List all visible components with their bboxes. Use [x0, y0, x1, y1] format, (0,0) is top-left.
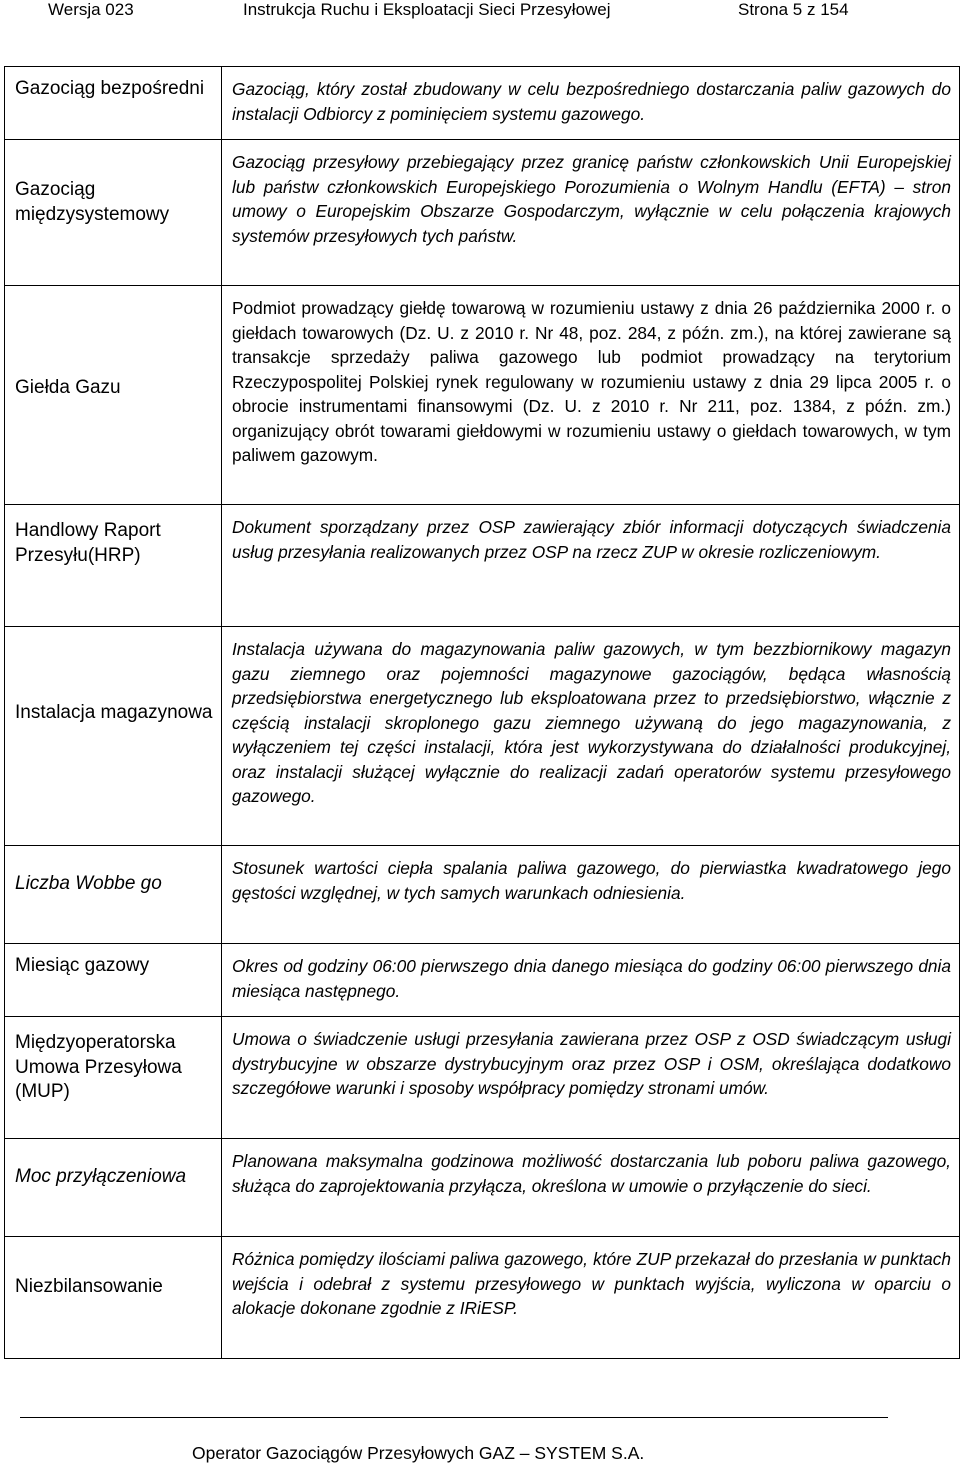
definition-text: Okres od godziny 06:00 pierwszego dnia danego miesiąca do godziny 06:00 pierwszego dnia miesiąca następnego. [232, 956, 951, 1001]
definition-cell [222, 67, 960, 140]
definition-text: Gazociąg przesyłowy przebiegający przez granicę państw członkowskich Unii Europejskiej lub państw członkowskich Europejskiego Porozumienia o Wolnym Handlu (EFTA) – stron umowy o Europejskim Obszarze Gospodarczym, wyłącznie w celu połączenia krajowych systemów przesyłowych tych państw. [232, 152, 951, 246]
definition-row [5, 1237, 960, 1359]
definitions-table [4, 66, 960, 1359]
term-label: Niezbilansowanie [15, 1276, 163, 1297]
term-label: Miesiąc gazowy [15, 955, 150, 976]
definition-cell [222, 1139, 960, 1237]
definition-cell [222, 505, 960, 627]
term-cell [5, 286, 222, 505]
term-cell [5, 944, 222, 1017]
definition-text: Różnica pomiędzy ilościami paliwa gazowego, które ZUP przekazał do przesłania w punktach wejścia i odebrał z systemu przesyłowego w punktach wyjścia, wyliczona w oparciu o alokacje dokonane zgodnie z IRiESP. [232, 1249, 951, 1318]
term-label: Międzyoperatorska Umowa Przesyłowa (MUP) [15, 1032, 182, 1102]
definition-text: Planowana maksymalna godzinowa możliwość dostarczania lub poboru paliwa gazowego, służąca do zaprojektowania przyłącza, określona w umowie o przyłączenie do sieci. [232, 1151, 951, 1196]
term-cell [5, 505, 222, 627]
document-version: Wersja 023 [48, 0, 134, 19]
definition-row [5, 1017, 960, 1139]
page-number: Strona 5 z 154 [738, 0, 849, 19]
term-label: Gazociąg bezpośredni [15, 78, 205, 99]
definition-cell [222, 627, 960, 846]
term-label: Liczba Wobbe go [15, 873, 162, 894]
definition-text: Instalacja używana do magazynowania paliw gazowych, w tym bezzbiornikowy magazyn gazu ziemnego oraz pojemności magazynowe gazociągów, będąca własnością przedsiębiorstwa energetycznego lub eksploatowana przez to przedsiębiorstwo, włącznie z częścią instalacji skroplonego gazu ziemnego używaną do jego magazynowania, z wyłączeniem tej części instalacji, która jest wykorzystywana do działalności produkcyjnej, oraz instalacji służącej wyłącznie do realizacji zadań operatorów systemu przesyłowego gazowego. [232, 639, 951, 806]
definition-row [5, 67, 960, 140]
term-label: Giełda Gazu [15, 377, 121, 398]
term-cell [5, 1017, 222, 1139]
term-cell [5, 1139, 222, 1237]
definition-row [5, 1139, 960, 1237]
definition-text: Dokument sporządzany przez OSP zawierający zbiór informacji dotyczących świadczenia usług przesyłania realizowanych przez OSP na rzecz ZUP w okresie rozliczeniowym. [232, 517, 951, 562]
term-cell [5, 846, 222, 944]
definition-text: Umowa o świadczenie usługi przesyłania zawierana przez OSP z OSD świadczącym usługi dystrybucyjne w obszarze dystrybucyjnym oraz przez OSP i OSM, określająca dodatkowo szczegółowe warunki i sposoby współpracy pomiędzy stronami umów. [232, 1029, 951, 1098]
footer-company: Operator Gazociągów Przesyłowych GAZ – SYSTEM S.A. [192, 1443, 645, 1463]
definition-row [5, 505, 960, 627]
definition-row [5, 944, 960, 1017]
term-label: Moc przyłączeniowa [15, 1166, 187, 1187]
definition-row [5, 286, 960, 505]
term-cell [5, 1237, 222, 1359]
definition-text: Gazociąg, który został zbudowany w celu bezpośredniego dostarczania paliw gazowych do instalacji Odbiorcy z pominięciem systemu gazowego. [232, 79, 951, 124]
footer-divider [20, 1417, 888, 1418]
definition-row [5, 140, 960, 286]
page-header [0, 0, 960, 30]
document-title: Instrukcja Ruchu i Eksploatacji Sieci Przesyłowej [243, 0, 611, 19]
term-cell [5, 627, 222, 846]
definition-cell [222, 286, 960, 505]
term-label: Handlowy Raport Przesyłu(HRP) [15, 520, 161, 566]
term-label: Instalacja magazynowa [15, 702, 213, 723]
term-label: Gazociąg międzysystemowy [15, 179, 170, 225]
term-cell [5, 67, 222, 140]
definition-cell [222, 846, 960, 944]
definition-row [5, 627, 960, 846]
definition-text: Podmiot prowadzący giełdę towarową w rozumieniu ustawy z dnia 26 października 2000 r. o giełdach towarowych (Dz. U. z 2010 r. Nr 48, poz. 284, z późn. zm.), na której zawierane są transakcje sprzedaży paliwa gazowego lub podmiot prowadzący na terytorium Rzeczypospolitej Polskiej rynek regulowany w rozumieniu ustawy z dnia 29 lipca 2005 r. o obrocie instrumentami finansowymi (Dz. U. z 2010 r. Nr 211, poz. 1384, z późn. zm.) organizujący obrót towarami giełdowymi w rozumieniu ustawy o giełdach towarowych, w tym paliwem gazowym. [232, 298, 951, 465]
definition-cell [222, 1237, 960, 1359]
definition-text: Stosunek wartości ciepła spalania paliwa gazowego, do pierwiastka kwadratowego jego gęstości względnej, w tych samych warunkach odniesienia. [232, 858, 951, 903]
definition-cell [222, 140, 960, 286]
definition-row [5, 846, 960, 944]
term-cell [5, 140, 222, 286]
definition-cell [222, 1017, 960, 1139]
definition-cell [222, 944, 960, 1017]
